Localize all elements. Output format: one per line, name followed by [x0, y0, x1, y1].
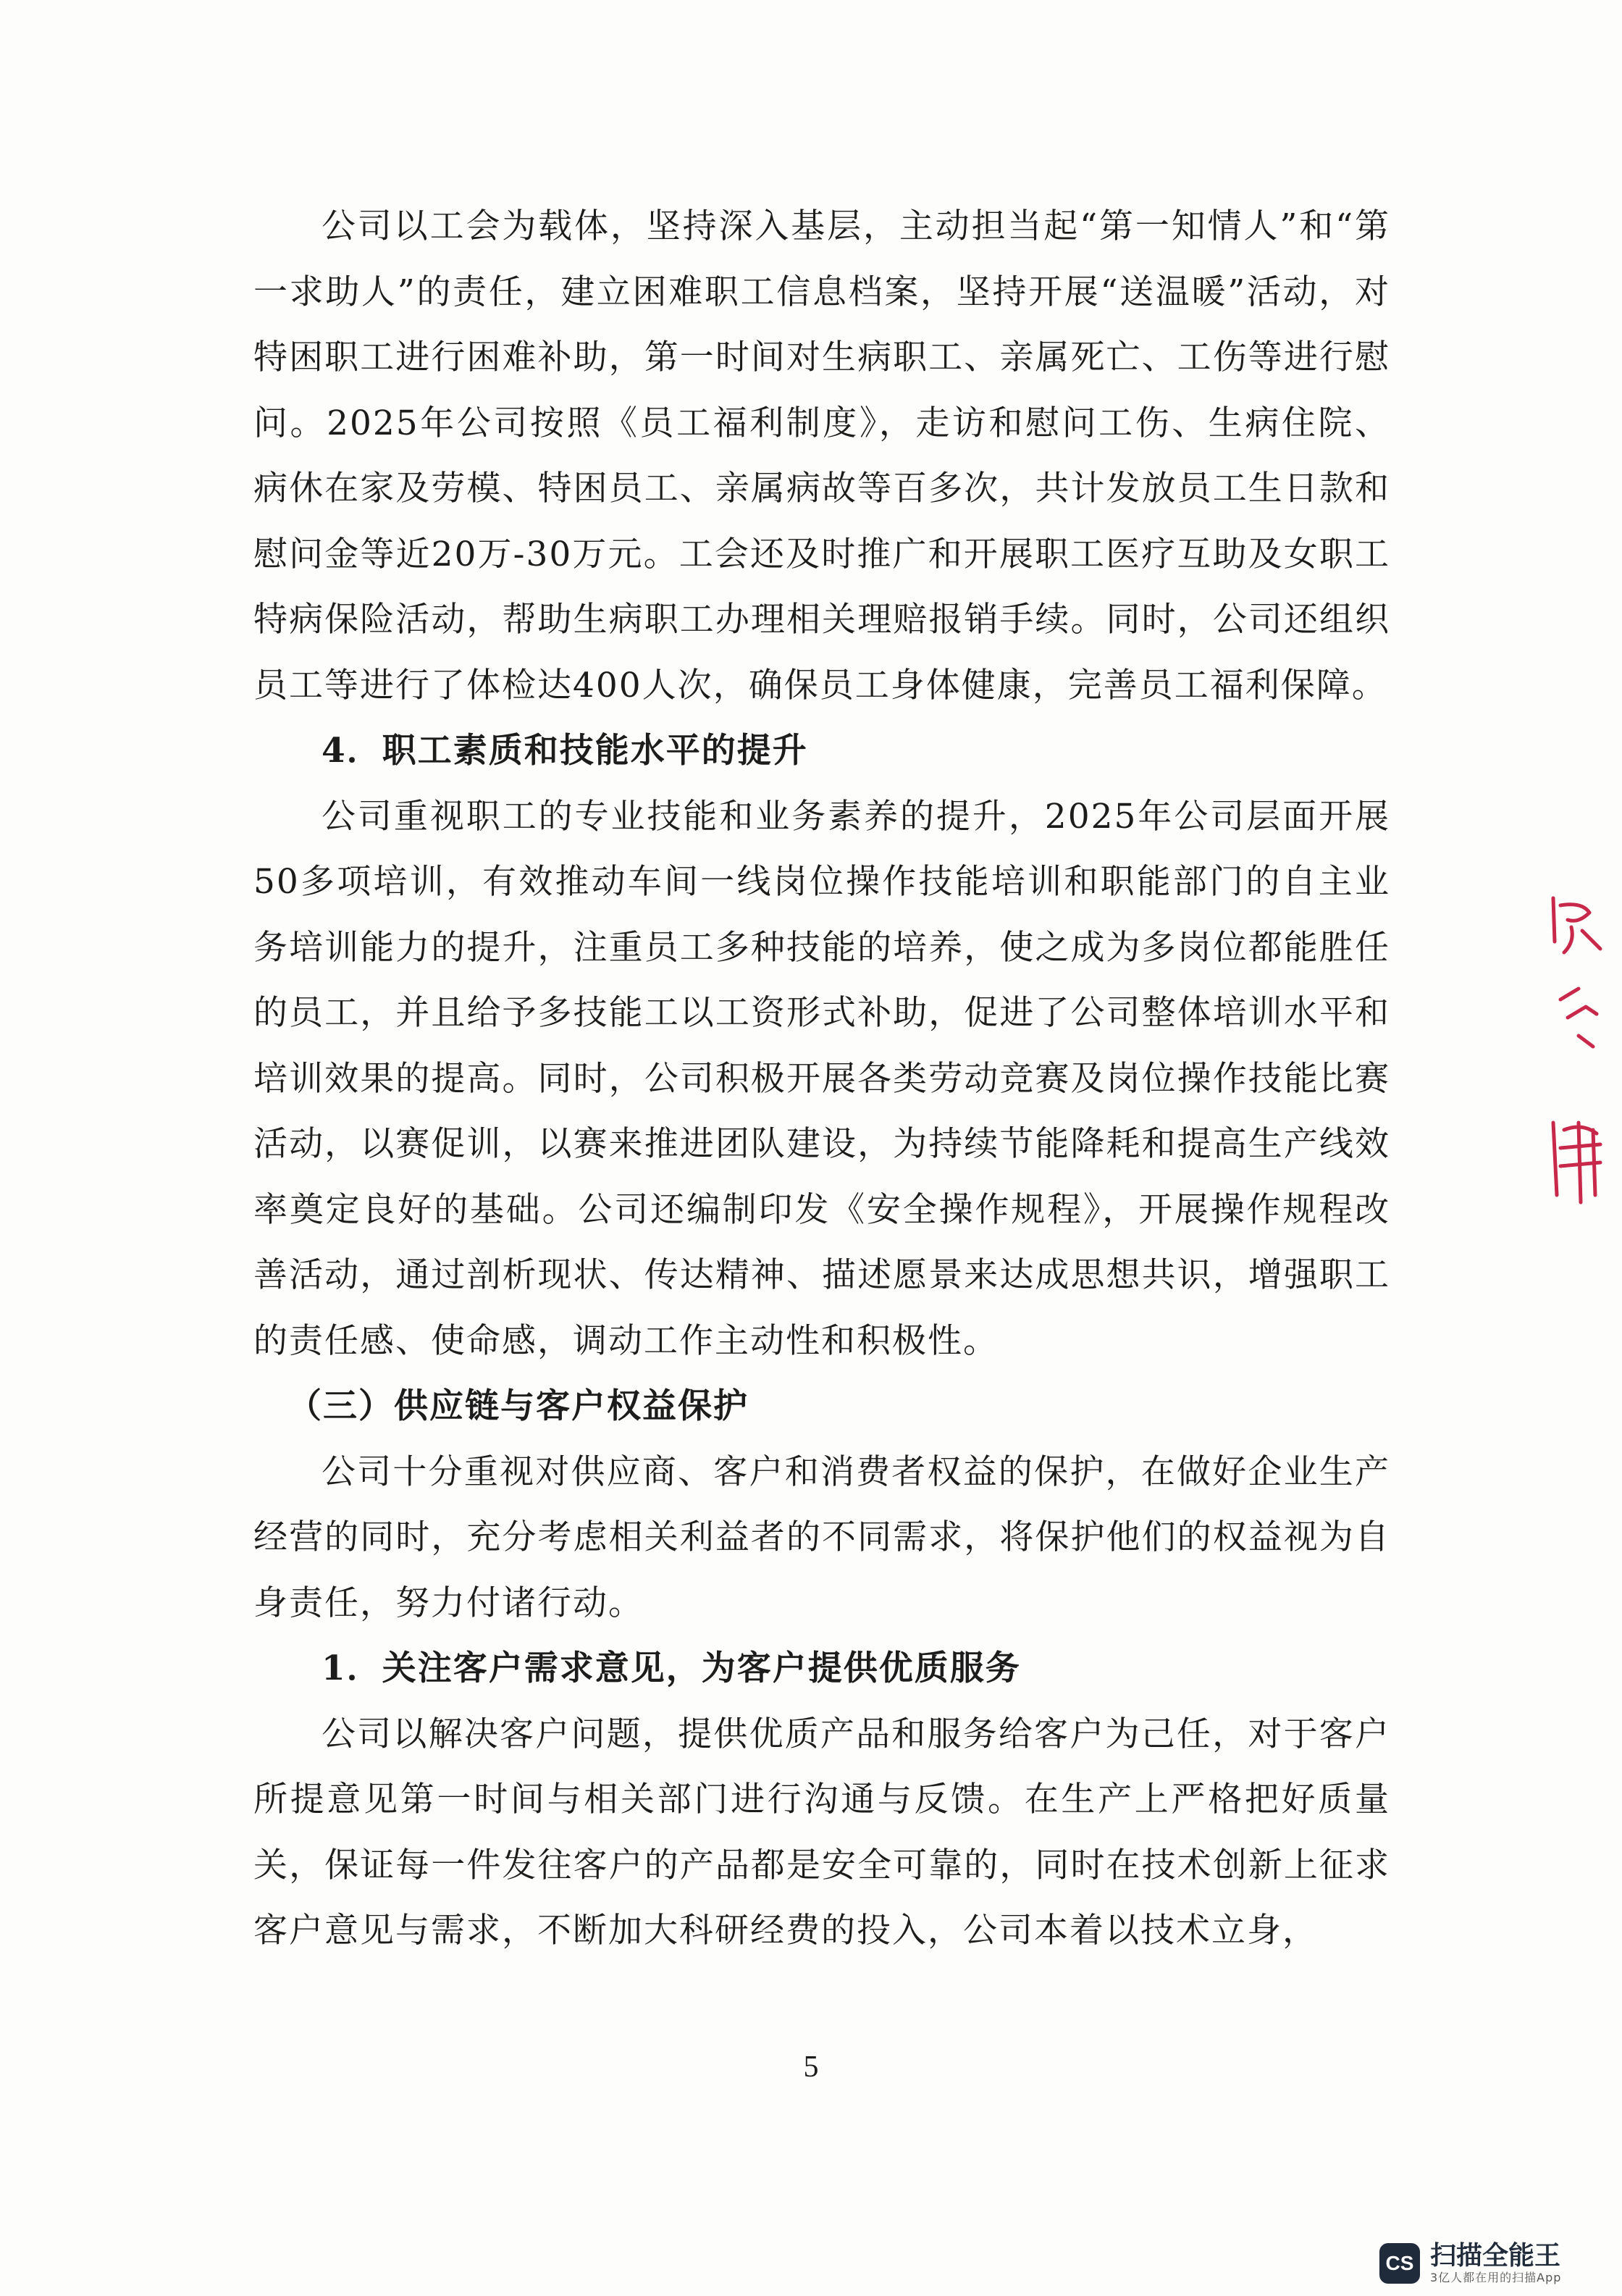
- heading-supply-chain: （三）供应链与客户权益保护: [287, 1386, 749, 1426]
- camscanner-logo-icon: CS: [1379, 2243, 1420, 2284]
- paragraph-welfare: 公司以工会为载体，坚持深入基层，主动担当起“第一知情人”和“第一求助人”的责任，建立困难职工信息档案，坚持开展“送温暖”活动，对特困职工进行困难补助，第一时间对生病职工、亲属死亡、工伤等进行慰问。2025年公司按照《员工福利制度》，走访和慰问工伤、生病住院、病休在家及劳模、特困员工、亲属病故等百多次，共计发放员工生日款和慰问金等近20万-30万元。工会还及时推广和开展职工医疗互助及女职工特病保险活动，帮助生病职工办理相关理赔报销手续。同时，公司还组织员工等进行了体检达400人次，确保员工身体健康，完善员工福利保障。: [253, 206, 1390, 705]
- paragraph-customer: 公司以解决客户问题，提供优质产品和服务给客户为己任，对于客户所提意见第一时间与相关部门进行沟通与反馈。在生产上严格把好质量关，保证每一件发往客户的产品都是安全可靠的，同时在技术创新上征求客户意见与需求，不断加大科研经费的投入，公司本着以技术立身，: [253, 1714, 1390, 1951]
- page-number: 5: [803, 2050, 819, 2084]
- paragraph-stakeholders: 公司十分重视对供应商、客户和消费者权益的保护，在做好企业生产经营的同时，充分考虑相关利益者的不同需求，将保护他们的权益视为自身责任，努力付诸行动。: [253, 1451, 1390, 1623]
- watermark-subtitle: 3亿人都在用的扫描App: [1430, 2271, 1562, 2284]
- scanner-watermark: [1379, 2242, 1561, 2285]
- paragraph-training: 公司重视职工的专业技能和业务素养的提升，2025年公司层面开展50多项培训，有效推动车间一线岗位操作技能培训和职能部门的自主业务培训能力的提升，注重员工多种技能的培养，使之成为多岗位都能胜任的员工，并且给予多技能工以工资形式补助，促进了公司整体培训水平和培训效果的提高。同时，公司积极开展各类劳动竞赛及岗位操作技能比赛活动，以赛促训，以赛来推进团队建设，为持续节能降耗和提高生产线效率奠定良好的基础。公司还编制印发《安全操作规程》，开展操作规程改善活动，通过剖析现状、传达精神、描述愿景来达成思想共识，增强职工的责任感、使命感，调动工作主动性和积极性。: [253, 796, 1390, 1361]
- body-text: [253, 194, 1390, 1964]
- heading-skills: 4．职工素质和技能水平的提升: [322, 731, 808, 771]
- handwritten-signature-icon: [1539, 891, 1611, 1210]
- heading-customer-service: 1．关注客户需求意见，为客户提供优质服务: [322, 1648, 1021, 1688]
- watermark-title: 扫描全能王: [1430, 2241, 1561, 2271]
